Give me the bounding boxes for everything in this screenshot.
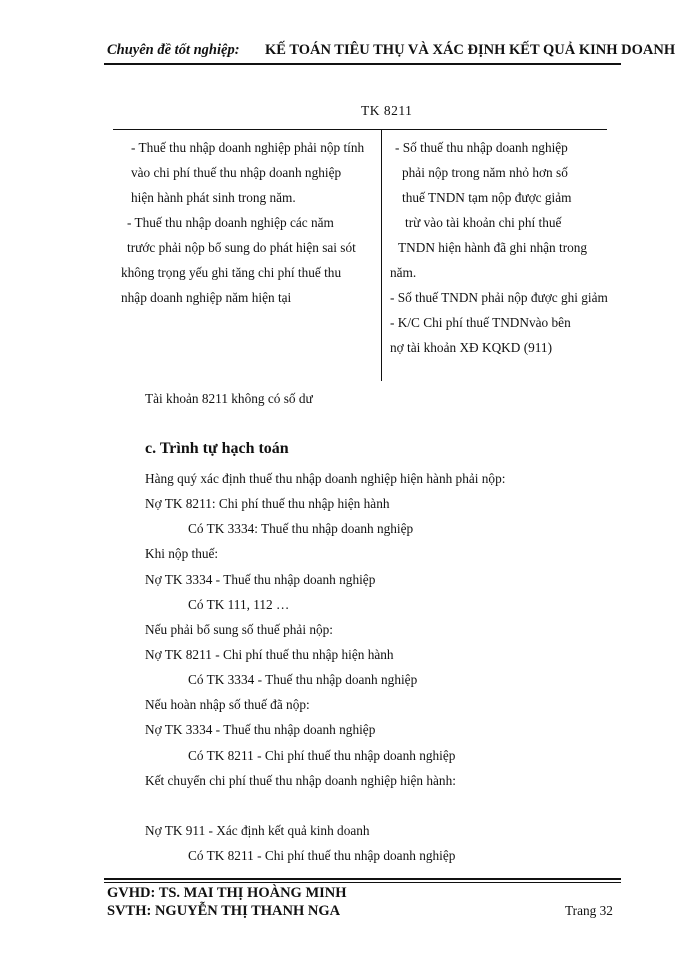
entry-line: Có TK 8211 - Chi phí thuế thu nhập doanh nghiệp xyxy=(188,848,456,863)
credit-line: phải nộp trong năm nhỏ hơn số xyxy=(402,165,568,180)
account-title: TK 8211 xyxy=(361,103,413,118)
account-balance-note: Tài khoản 8211 không có số dư xyxy=(145,391,313,406)
entry-line: Nợ TK 8211 - Chi phí thuế thu nhập hiện hành xyxy=(145,647,394,662)
supervisor-line: GVHD: TS. MAI THỊ HOÀNG MINH xyxy=(107,885,347,901)
header-label: Chuyên đề tốt nghiệp: xyxy=(107,42,240,58)
entry-line: Có TK 3334: Thuế thu nhập doanh nghiệp xyxy=(188,521,414,536)
entry-line: Khi nộp thuế: xyxy=(145,546,219,561)
entry-line: Nợ TK 3334 - Thuế thu nhập doanh nghiệp xyxy=(145,722,376,737)
entry-line: Có TK 3334 - Thuế thu nhập doanh nghiệp xyxy=(188,672,418,687)
credit-line: nợ tài khoản XĐ KQKD (911) xyxy=(390,340,553,355)
credit-line: - Số thuế thu nhập doanh nghiệp xyxy=(395,140,568,155)
debit-line: - Thuế thu nhập doanh nghiệp các năm xyxy=(127,215,334,230)
entry-line: Kết chuyển chi phí thuế thu nhập doanh nghiệp hiện hành: xyxy=(145,773,456,788)
student-line: SVTH: NGUYỄN THỊ THANH NGA xyxy=(107,903,341,919)
header-title: KẾ TOÁN TIÊU THỤ VÀ XÁC ĐỊNH KẾT QUẢ KINH DOANH xyxy=(265,42,676,58)
footer-rule xyxy=(104,878,621,880)
section-heading: c. Trình tự hạch toán xyxy=(145,440,289,457)
debit-line: không trọng yếu ghi tăng chi phí thuế thu xyxy=(121,265,342,280)
page-number: Trang 32 xyxy=(565,903,613,918)
credit-line: trừ vào tài khoản chi phí thuế xyxy=(405,215,562,230)
debit-line: vào chi phí thuế thu nhập doanh nghiệp xyxy=(131,165,342,180)
entry-line: Có TK 111, 112 … xyxy=(188,597,290,612)
entry-line: Nợ TK 911 - Xác định kết quả kinh doanh xyxy=(145,823,370,838)
credit-line: - Số thuế TNDN phải nộp được ghi giảm xyxy=(390,290,608,305)
entry-line: Hàng quý xác định thuế thu nhập doanh nghiệp hiện hành phải nộp: xyxy=(145,471,506,486)
header-rule xyxy=(104,63,621,65)
entry-line: Có TK 8211 - Chi phí thuế thu nhập doanh nghiệp xyxy=(188,748,456,763)
t-account-vertical-line xyxy=(381,129,382,381)
credit-line: - K/C Chi phí thuế TNDNvào bên xyxy=(390,315,571,330)
credit-line: thuế TNDN tạm nộp được giảm xyxy=(402,190,572,205)
footer-rule xyxy=(104,882,621,883)
entry-line: Nợ TK 3334 - Thuế thu nhập doanh nghiệp xyxy=(145,572,376,587)
debit-line: hiện hành phát sinh trong năm. xyxy=(131,190,296,205)
debit-line: trước phải nộp bổ sung do phát hiện sai sót xyxy=(127,240,356,255)
entry-line: Nếu hoàn nhập số thuế đã nộp: xyxy=(145,697,310,712)
credit-line: năm. xyxy=(390,265,417,280)
t-account-horizontal-line xyxy=(113,129,607,130)
debit-line: - Thuế thu nhập doanh nghiệp phải nộp tính xyxy=(131,140,365,155)
entry-line: Nợ TK 8211: Chi phí thuế thu nhập hiện hành xyxy=(145,496,390,511)
entry-line: Nếu phải bổ sung số thuế phải nộp: xyxy=(145,622,333,637)
debit-line: nhập doanh nghiệp năm hiện tại xyxy=(121,290,292,305)
credit-line: TNDN hiện hành đã ghi nhận trong xyxy=(398,240,588,255)
